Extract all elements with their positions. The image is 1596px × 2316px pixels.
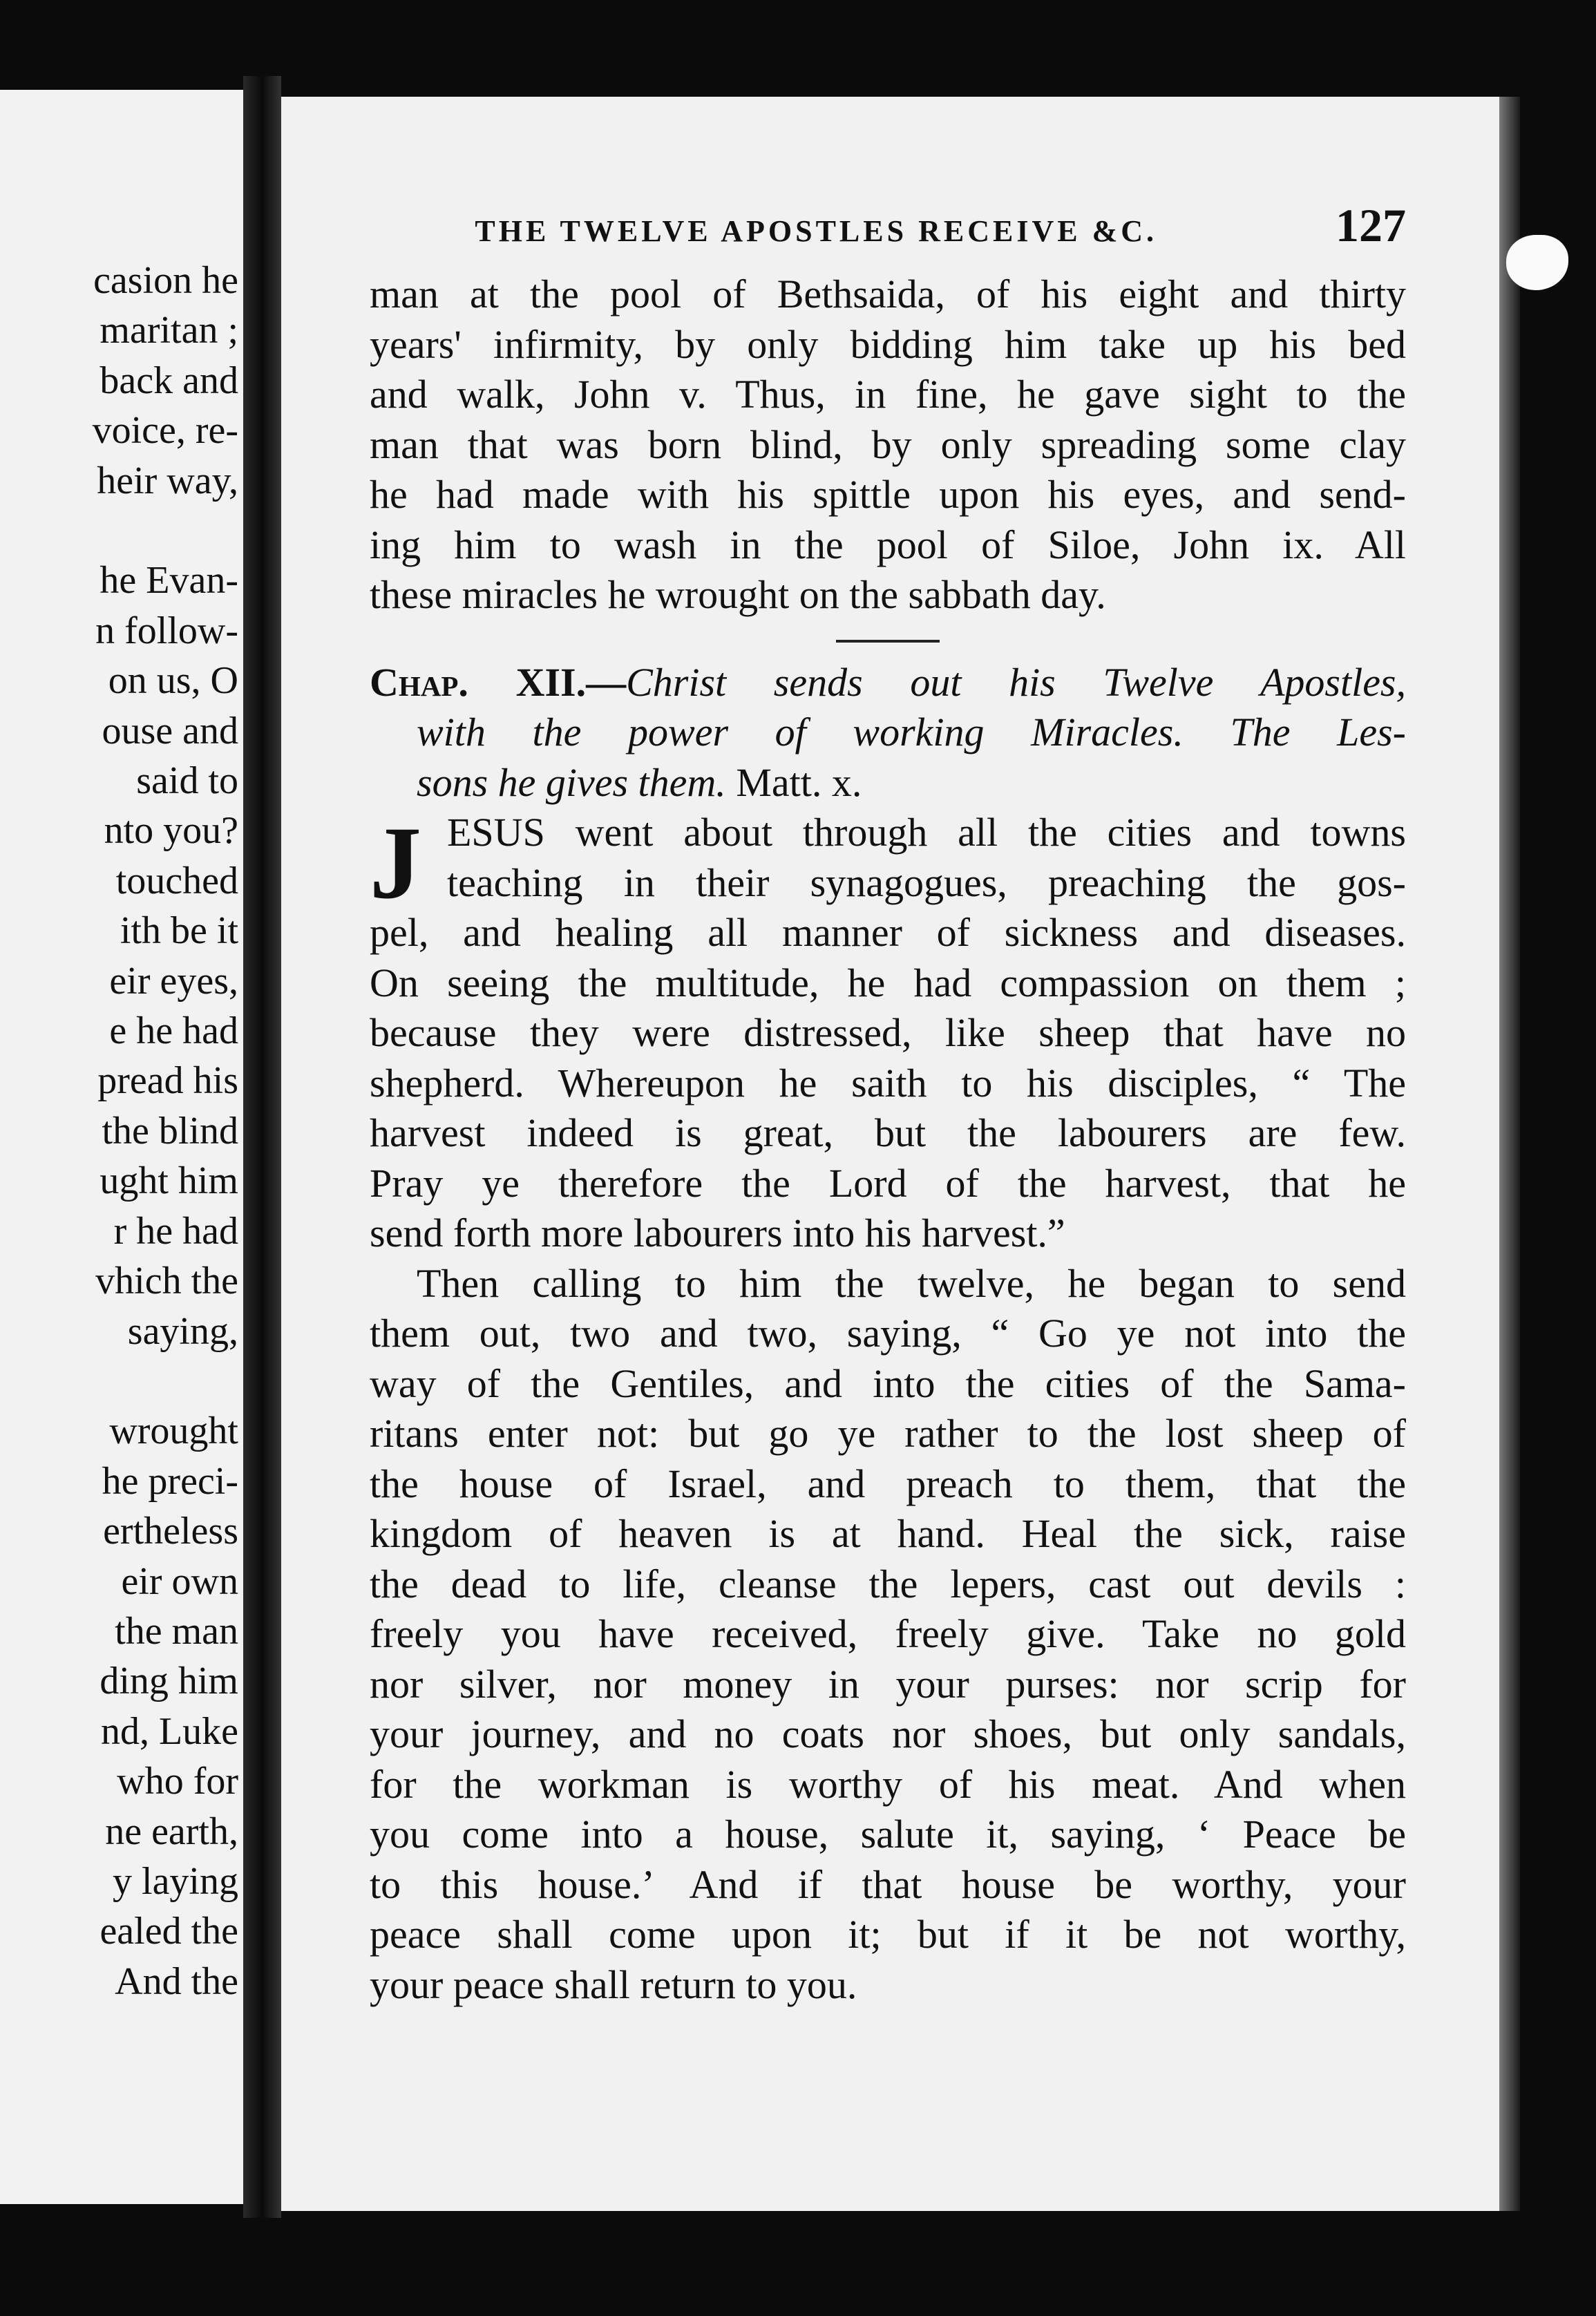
left-text-line: ith be it	[120, 909, 238, 953]
left-text-line: eir own	[121, 1559, 238, 1603]
text-line: shepherd. Whereupon he saith to his disciples, “ The	[370, 1060, 1406, 1105]
paragraph-2	[370, 1259, 1406, 2011]
chapter-label: Chap. XII.—	[370, 659, 627, 705]
text-line: ing him to wash in the pool of Siloe, John ix. All	[370, 522, 1406, 567]
text-line: ritans enter not: but go ye rather to the lost sheep of	[370, 1411, 1406, 1456]
left-text-line: e he had	[109, 1009, 238, 1053]
left-text-line: r he had	[113, 1209, 238, 1253]
text-line: years' infirmity, by only bidding him take up his bed	[370, 321, 1406, 367]
left-text-line: who for	[117, 1760, 238, 1803]
left-text-line: casion he	[93, 259, 238, 302]
page-number: 127	[1336, 199, 1406, 251]
left-text-line: ouse and	[102, 709, 238, 752]
text-line: the dead to life, cleanse the lepers, cast out devils :	[370, 1561, 1406, 1606]
left-page-fragment	[0, 90, 243, 2204]
running-head	[370, 200, 1406, 263]
left-text-line: ealed the	[99, 1910, 238, 1953]
text-line: you come into a house, salute it, saying, ‘ Peace be	[370, 1812, 1406, 1857]
chapter-title-line1: Christ sends out his Twelve Apostles,	[626, 659, 1407, 705]
text-line: teaching in their synagogues, preaching the gos-	[447, 860, 1406, 905]
left-text-line: the blind	[102, 1109, 238, 1152]
text-line: kingdom of heaven is at hand. Heal the sick, raise	[370, 1511, 1406, 1556]
left-text-line: wrought	[109, 1409, 238, 1453]
text-line: Pray ye therefore the Lord of the harvest, that he	[370, 1160, 1406, 1206]
left-text-line: n follow-	[95, 609, 238, 652]
chapter-title-line2: with the power of working Miracles. The Les-	[417, 710, 1406, 754]
text-line: On seeing the multitude, he had compassion on them ;	[370, 960, 1406, 1005]
chapter-heading	[370, 658, 1406, 808]
left-text-line: ught him	[99, 1159, 238, 1203]
text-line: harvest indeed is great, but the labourers are few.	[370, 1110, 1406, 1155]
text-line: send forth more labourers into his harvest.”	[370, 1211, 1065, 1255]
left-text-line: he preci-	[102, 1459, 238, 1503]
left-text-line: ding him	[99, 1660, 238, 1703]
text-line: freely you have received, freely give. Take no gold	[370, 1611, 1406, 1656]
left-text-line: vhich the	[95, 1260, 238, 1303]
page-content	[370, 200, 1406, 2010]
text-line: Then calling to him the twelve, he began to send	[417, 1260, 1406, 1306]
text-line: them out, two and two, saying, “ Go ye not into the	[370, 1311, 1406, 1356]
text-line: and walk, John v. Thus, in fine, he gave sight to the	[370, 372, 1406, 417]
text-line: man at the pool of Bethsaida, of his eight and thirty	[370, 272, 1406, 316]
left-text-line	[0, 506, 238, 556]
left-text-line: said to	[136, 759, 238, 803]
left-text-line: the man	[115, 1609, 238, 1653]
text-line: ESUS went about through all the cities and towns	[447, 810, 1406, 855]
text-line: man that was born blind, by only spreading some clay	[370, 421, 1406, 467]
text-line: your peace shall return to you.	[370, 1962, 857, 2007]
section-divider	[836, 640, 940, 643]
right-page	[281, 97, 1506, 2211]
left-text-line: back and	[99, 359, 238, 402]
left-text-line: touched	[115, 859, 238, 902]
left-text-line: maritan ;	[99, 309, 238, 352]
page-edge-shadow	[1499, 97, 1520, 2211]
left-text-line: y laying	[113, 1859, 238, 1903]
left-text-line: heir way,	[97, 459, 238, 502]
text-line: peace shall come upon it; but if it be not worthy,	[370, 1912, 1406, 1957]
text-line: nor silver, nor money in your purses: nor scrip for	[370, 1661, 1406, 1707]
left-text-line: pread his	[97, 1059, 238, 1103]
running-title: THE TWELVE APOSTLES RECEIVE &C.	[475, 214, 1157, 248]
left-text-line: he Evan-	[99, 559, 238, 602]
text-line: he had made with his spittle upon his eyes, and send-	[370, 472, 1406, 517]
text-line: pel, and healing all manner of sickness and diseases.	[370, 910, 1406, 955]
text-line: way of the Gentiles, and into the cities of the Sama-	[370, 1360, 1406, 1406]
paper-damage-hole	[1506, 235, 1568, 290]
left-page-text	[0, 256, 238, 2006]
left-text-line: ne earth,	[105, 1810, 238, 1853]
left-text-line: on us, O	[108, 659, 238, 703]
left-text-line: nd, Luke	[100, 1709, 238, 1753]
book-gutter	[243, 76, 281, 2218]
left-text-line	[0, 1356, 238, 1406]
left-text-line: voice, re-	[92, 409, 238, 453]
left-text-line: eir eyes,	[109, 959, 238, 1003]
text-line: your journey, and no coats nor shoes, but only sandals,	[370, 1711, 1406, 1756]
text-line: to this house.’ And if that house be worthy, your	[370, 1861, 1406, 1907]
chapter-title-line3: sons he gives them.	[417, 759, 726, 805]
left-text-line: ertheless	[103, 1510, 238, 1553]
chapter-reference: Matt. x.	[736, 759, 862, 805]
text-line: the house of Israel, and preach to them, that the	[370, 1461, 1406, 1506]
left-text-line: nto you?	[104, 809, 238, 853]
text-line: for the workman is worthy of his meat. And when	[370, 1761, 1406, 1807]
text-line: because they were distressed, like sheep that have no	[370, 1010, 1406, 1055]
text-line: these miracles he wrought on the sabbath day.	[370, 572, 1106, 617]
left-text-line: saying,	[127, 1309, 238, 1353]
left-text-line: And the	[115, 1959, 238, 2003]
paragraph-1	[370, 808, 1406, 1259]
carry-over-paragraph	[370, 269, 1406, 620]
drop-cap: J	[370, 806, 421, 920]
